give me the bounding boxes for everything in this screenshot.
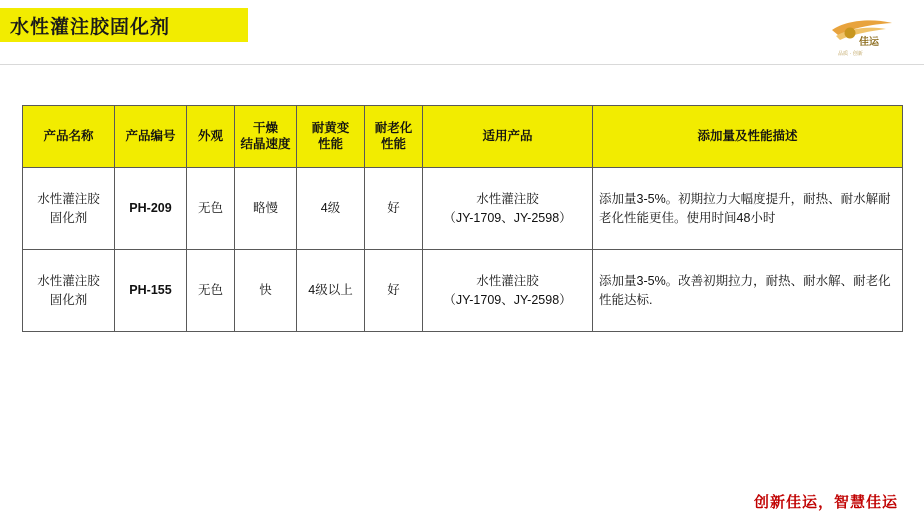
cell-product-code: PH-209 (115, 168, 187, 250)
cell-yellowing-resistance: 4级以上 (297, 250, 365, 332)
product-name-line-2: 固化剂 (49, 210, 88, 225)
cell-product-code: PH-155 (115, 250, 187, 332)
table-row (23, 168, 903, 250)
cell-dosage-description: 添加量3-5%。初期拉力大幅度提升，耐热、耐水解耐老化性能更佳。使用时间48小时 (593, 168, 903, 250)
applicable-line-2: （JY-1709、JY-2598） (443, 210, 572, 225)
header-divider (0, 64, 924, 65)
column-header-product-name (23, 106, 115, 168)
applicable-line-1: 水性灌注胶 (476, 274, 539, 289)
table-row (23, 250, 903, 332)
column-header-drying-speed (235, 106, 297, 168)
cell-appearance: 无色 (187, 168, 235, 250)
company-logo (816, 14, 902, 58)
column-header-aging-resistance (365, 106, 423, 168)
title-banner (0, 8, 248, 42)
svg-text:佳运: 佳运 (859, 37, 879, 48)
svg-text:品质 · 创新: 品质 · 创新 (838, 51, 863, 57)
header-line-1: 产品编号 (125, 128, 176, 143)
cell-dosage-description: 添加量3-5%。改善初期拉力，耐热、耐水解、耐老化性能达标. (593, 250, 903, 332)
product-spec-table (22, 105, 903, 332)
footer-slogan: 创新佳运，智慧佳运 (753, 494, 898, 511)
cell-aging-resistance: 好 (365, 250, 423, 332)
cell-yellowing-resistance: 4级 (297, 168, 365, 250)
product-name-line-1: 水性灌注胶 (37, 274, 100, 289)
header-line-1: 添加量及性能描述 (697, 128, 798, 143)
header-line-1: 耐老化 (374, 120, 413, 135)
cell-drying-speed: 快 (235, 250, 297, 332)
column-header-dosage-description (593, 106, 903, 168)
cell-applicable-products (423, 168, 593, 250)
product-name-line-1: 水性灌注胶 (37, 192, 100, 207)
header-line-2: 性能 (317, 136, 343, 151)
applicable-line-1: 水性灌注胶 (476, 192, 539, 207)
column-header-applicable-products (423, 106, 593, 168)
page-title: 水性灌注胶固化剂 (10, 16, 171, 38)
header-line-1: 干燥 (252, 120, 278, 135)
header-line-1: 产品名称 (43, 128, 94, 143)
applicable-line-2: （JY-1709、JY-2598） (443, 292, 572, 307)
cell-product-name (23, 250, 115, 332)
header-line-1: 适用产品 (482, 128, 533, 143)
cell-applicable-products (423, 250, 593, 332)
cell-drying-speed: 略慢 (235, 168, 297, 250)
cell-appearance: 无色 (187, 250, 235, 332)
column-header-product-code (115, 106, 187, 168)
header-line-2: 结晶速度 (240, 136, 291, 151)
column-header-appearance (187, 106, 235, 168)
header-line-1: 外观 (197, 128, 223, 143)
product-spec-table-container (22, 105, 902, 332)
table-header-row (23, 106, 903, 168)
header-line-1: 耐黄变 (311, 120, 350, 135)
header-line-2: 性能 (380, 136, 406, 151)
column-header-yellowing-resistance (297, 106, 365, 168)
cell-product-name (23, 168, 115, 250)
product-name-line-2: 固化剂 (49, 292, 88, 307)
cell-aging-resistance: 好 (365, 168, 423, 250)
